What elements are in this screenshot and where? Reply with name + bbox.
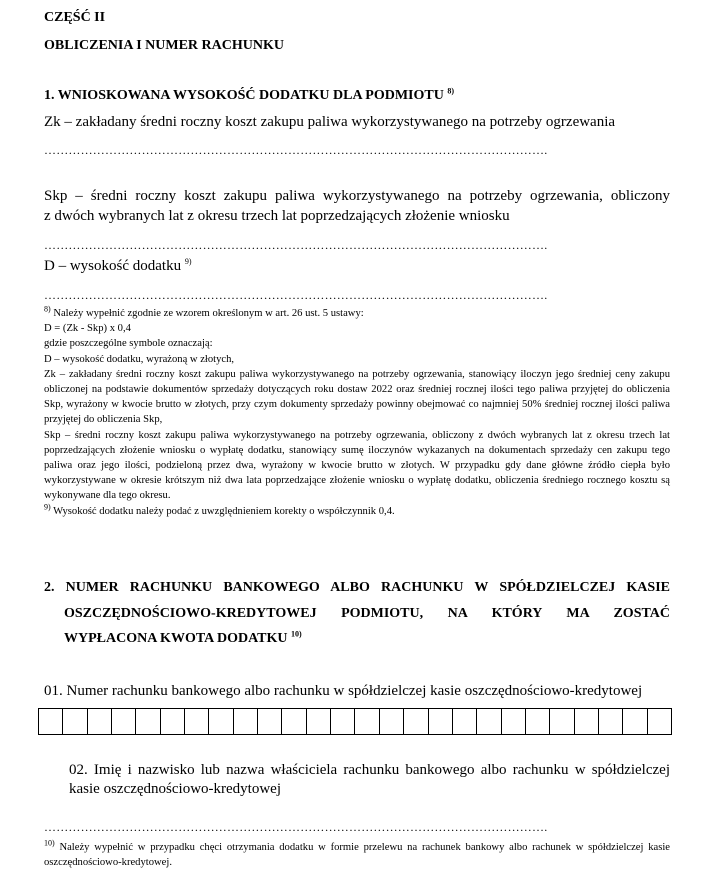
field01-label: 01. Numer rachunku bankowego albo rachunku w spółdzielczej kasie oszczędnościowo-kredytowej	[44, 683, 643, 699]
owner-name-input-line[interactable]: …………………………………………………………………………………………………………….	[44, 820, 548, 834]
skp-input-line[interactable]: …………………………………………………………………………………………………………….	[44, 238, 548, 252]
skp-label-line2: z dwóch wybranych lat z okresu trzech lat poprzedzających złożenie wniosku	[44, 208, 510, 224]
account-digit-box[interactable]	[258, 709, 282, 734]
section2-heading-line2: OSZCZĘDNOŚCIOWO-KREDYTOWEJ PODMIOTU, NA KTÓRY MA ZOSTAĆ	[64, 606, 670, 621]
account-digit-box[interactable]	[648, 709, 671, 734]
account-digit-box[interactable]	[429, 709, 453, 734]
field02-label-line2: kasie oszczędnościowo-kredytowej	[69, 781, 282, 797]
section1-heading: 1. WNIOSKOWANA WYSOKOŚĆ DODATKU DLA PODMIOTU $^{8)}$	[44, 86, 455, 103]
account-digit-box[interactable]	[112, 709, 136, 734]
account-digit-box[interactable]	[453, 709, 477, 734]
account-number-boxes[interactable]	[38, 708, 672, 735]
skp-definition: Skp – średni roczny koszt zakupu paliwa wykorzystywanego na potrzeby ogrzewania, obliczony z dwóch wybranych lat z okresu trzech lat poprzedzających złożenie wniosku o wypłatę dodatku, stanowiący sumę iloczynów wykazanych na dokumentach sprzedaży cen zakupu tego paliwa oraz jego ilości, podzieloną przez dwa, wyrażony w kwocie brutto w złotych. W przypadku gdy dane główne źródło ciepła było wykorzystywane w okresie krótszym niż dwa lata poprzedzające złożenie wniosku o wypłatę dodatku, obliczenia średniego rocznego kosztu są wykonywane dla tego okresu.	[44, 429, 670, 502]
account-digit-box[interactable]	[477, 709, 501, 734]
section2-heading-line1: 2. NUMER RACHUNKU BANKOWEGO ALBO RACHUNKU W SPÓŁDZIELCZEJ KASIE	[44, 580, 670, 595]
account-digit-box[interactable]	[307, 709, 331, 734]
formula: D = (Zk - Skp) x 0,4	[44, 323, 131, 335]
account-digit-box[interactable]	[63, 709, 87, 734]
account-digit-box[interactable]	[39, 709, 63, 734]
account-digit-box[interactable]	[161, 709, 185, 734]
footnote-8: $^{8)}$ Należy wypełnić zgodnie ze wzorem określonym w art. 26 ust. 5 ustawy:	[44, 304, 364, 319]
account-digit-box[interactable]	[380, 709, 404, 734]
formula-where: gdzie poszczególne symbole oznaczają:	[44, 338, 213, 350]
section2-heading-line3: WYPŁACONA KWOTA DODATKU $^{10)}$	[64, 629, 302, 646]
zk-label: Zk – zakładany średni roczny koszt zakupu paliwa wykorzystywanego na potrzeby ogrzewania	[44, 114, 616, 130]
account-digit-box[interactable]	[136, 709, 160, 734]
d-label: D – wysokość dodatku $^{9)}$	[44, 257, 192, 274]
account-digit-box[interactable]	[234, 709, 258, 734]
field02-label-line1: 02. Imię i nazwisko lub nazwa właściciela rachunku bankowego albo rachunku w spółdzielczej	[69, 762, 670, 778]
account-digit-box[interactable]	[88, 709, 112, 734]
account-digit-box[interactable]	[209, 709, 233, 734]
part-title: CZĘŚĆ II	[44, 10, 106, 25]
account-digit-box[interactable]	[185, 709, 209, 734]
account-digit-box[interactable]	[282, 709, 306, 734]
account-digit-box[interactable]	[355, 709, 379, 734]
account-digit-box[interactable]	[404, 709, 428, 734]
skp-label-line1: Skp – średni roczny koszt zakupu paliwa wykorzystywanego na potrzeby ogrzewania, obliczony	[44, 188, 670, 204]
d-definition: D – wysokość dodatku, wyrażoną w złotych,	[44, 353, 235, 365]
account-digit-box[interactable]	[575, 709, 599, 734]
account-digit-box[interactable]	[502, 709, 526, 734]
d-input-line[interactable]: …………………………………………………………………………………………………………….	[44, 288, 548, 302]
account-digit-box[interactable]	[331, 709, 355, 734]
account-digit-box[interactable]	[550, 709, 574, 734]
zk-definition: Zk – zakładany średni roczny koszt zakupu paliwa wykorzystywanego na potrzeby ogrzewania, stanowiący iloczyn jego średniej ceny zakupu obliczonej na podstawie dokumentów sprzedaży dotyczących roku dostaw 2022 oraz średniej rocznej ilości tego paliwa przyjętej do obliczenia Skp, wyrażony w kwocie brutto w złotych, przy czym dokumenty sprzedaży powinny obejmować co najmniej 50% średniej rocznej ilości paliwa przyjętej do obliczenia Skp,	[44, 368, 670, 426]
footnote-10: $^{10)}$ Należy wypełnić w przypadku chęci otrzymania dodatku w formie przelewu na rachunek bankowy albo rachunek w spółdzielczej kasie oszczędnościowo-kredytowej.	[44, 838, 670, 869]
footnote-9: $^{9)}$ Wysokość dodatku należy podać z uwzględnieniem korekty o współczynnik 0,4.	[44, 502, 395, 517]
part-subtitle: OBLICZENIA I NUMER RACHUNKU	[44, 38, 284, 53]
footnotes-section1	[44, 306, 670, 519]
account-digit-box[interactable]	[623, 709, 647, 734]
zk-input-line[interactable]: …………………………………………………………………………………………………………….	[44, 143, 548, 157]
account-digit-box[interactable]	[526, 709, 550, 734]
account-digit-box[interactable]	[599, 709, 623, 734]
